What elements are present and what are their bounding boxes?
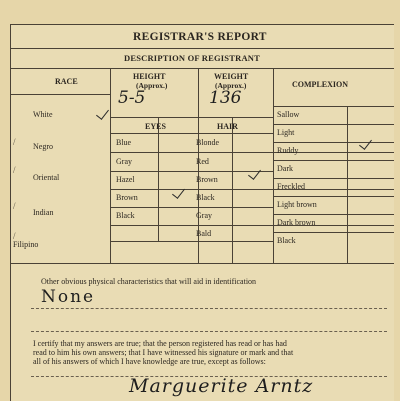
hair-header: HAIR — [217, 122, 238, 131]
hair-option-bald: Bald — [196, 229, 212, 238]
race-header: RACE — [55, 77, 78, 86]
race-option-filipino: Filipino — [13, 240, 39, 249]
eyes-check-mark — [172, 185, 185, 199]
eyes-header: EYES — [145, 122, 166, 131]
complexion-option-light: Light — [277, 128, 295, 137]
race-check-mark — [96, 106, 109, 120]
eyes-option-blue: Blue — [116, 138, 132, 147]
complexion-option-dark-brown: Dark brown — [277, 218, 316, 227]
hair-option-gray: Gray — [196, 211, 212, 220]
height-header: HEIGHT — [133, 72, 166, 81]
other-characteristics-value: None — [41, 287, 96, 307]
height-value: 5-5 — [118, 88, 146, 108]
report-title: REGISTRAR'S REPORT — [133, 31, 267, 43]
hair-option-red: Red — [196, 157, 209, 166]
race-option-oriental: Oriental — [33, 173, 60, 182]
race-option-negro: Negro — [33, 142, 53, 151]
eyes-option-brown: Brown — [116, 193, 138, 202]
certify-line-1: I certify that my answers are true; that the person registered has read or has had — [33, 339, 287, 348]
description-subtitle: DESCRIPTION OF REGISTRANT — [124, 53, 260, 63]
complexion-option-freckled: Freckled — [277, 182, 305, 191]
complexion-option-black: Black — [277, 236, 296, 245]
complexion-option-sallow: Sallow — [277, 110, 300, 119]
registrar-signature: Marguerite Arntz — [129, 375, 314, 397]
race-option-white: White — [33, 110, 53, 119]
hair-option-blonde: Blonde — [196, 138, 220, 147]
complexion-check-mark — [359, 136, 372, 150]
eyes-option-hazel: Hazel — [116, 175, 135, 184]
hair-option-brown: Brown — [196, 175, 218, 184]
certify-line-2: read to him his own answers; that I have witnessed his signature or mark and that — [33, 348, 294, 357]
height-approx: (Approx.) — [136, 81, 168, 90]
complexion-option-ruddy: Ruddy — [277, 146, 299, 155]
registrar-report-card: REGISTRAR'S REPORT DESCRIPTION OF REGISTRANT RACE HEIGHT (Approx.) WEIGHT (Approx.) COMPLEXION EYES HAIR 5-5 136 White Negro Oriental Indian Filipino / / / / Blue Gray Hazel Brown Black Blonde Red Brown Black Gray Bald Sallow Light Ruddy Dark Freckled Light brown Dark brown Black Other obvious physical characteristics that will aid in identification None I certify that my answers are true; that the person registered has read or has had read to him his own answers; that I have witnessed his signature or mark and that all of his answers of which I have knowledge are true, except as follows: Marguerite Arntz — [10, 24, 394, 401]
hair-check-mark — [248, 166, 261, 180]
complexion-option-light-brown: Light brown — [277, 200, 317, 209]
eyes-option-gray: Gray — [116, 157, 132, 166]
weight-value: 136 — [209, 88, 242, 108]
weight-approx: (Approx.) — [215, 81, 247, 90]
other-characteristics-label: Other obvious physical characteristics that will aid in identification — [41, 277, 257, 286]
certify-line-3: all of his answers of which I have knowledge are true, except as follows: — [33, 357, 266, 366]
complexion-header: COMPLEXION — [292, 80, 348, 89]
eyes-option-black: Black — [116, 211, 135, 220]
hair-option-black: Black — [196, 193, 215, 202]
complexion-option-dark: Dark — [277, 164, 293, 173]
race-option-indian: Indian — [33, 208, 54, 217]
weight-header: WEIGHT — [214, 72, 249, 81]
